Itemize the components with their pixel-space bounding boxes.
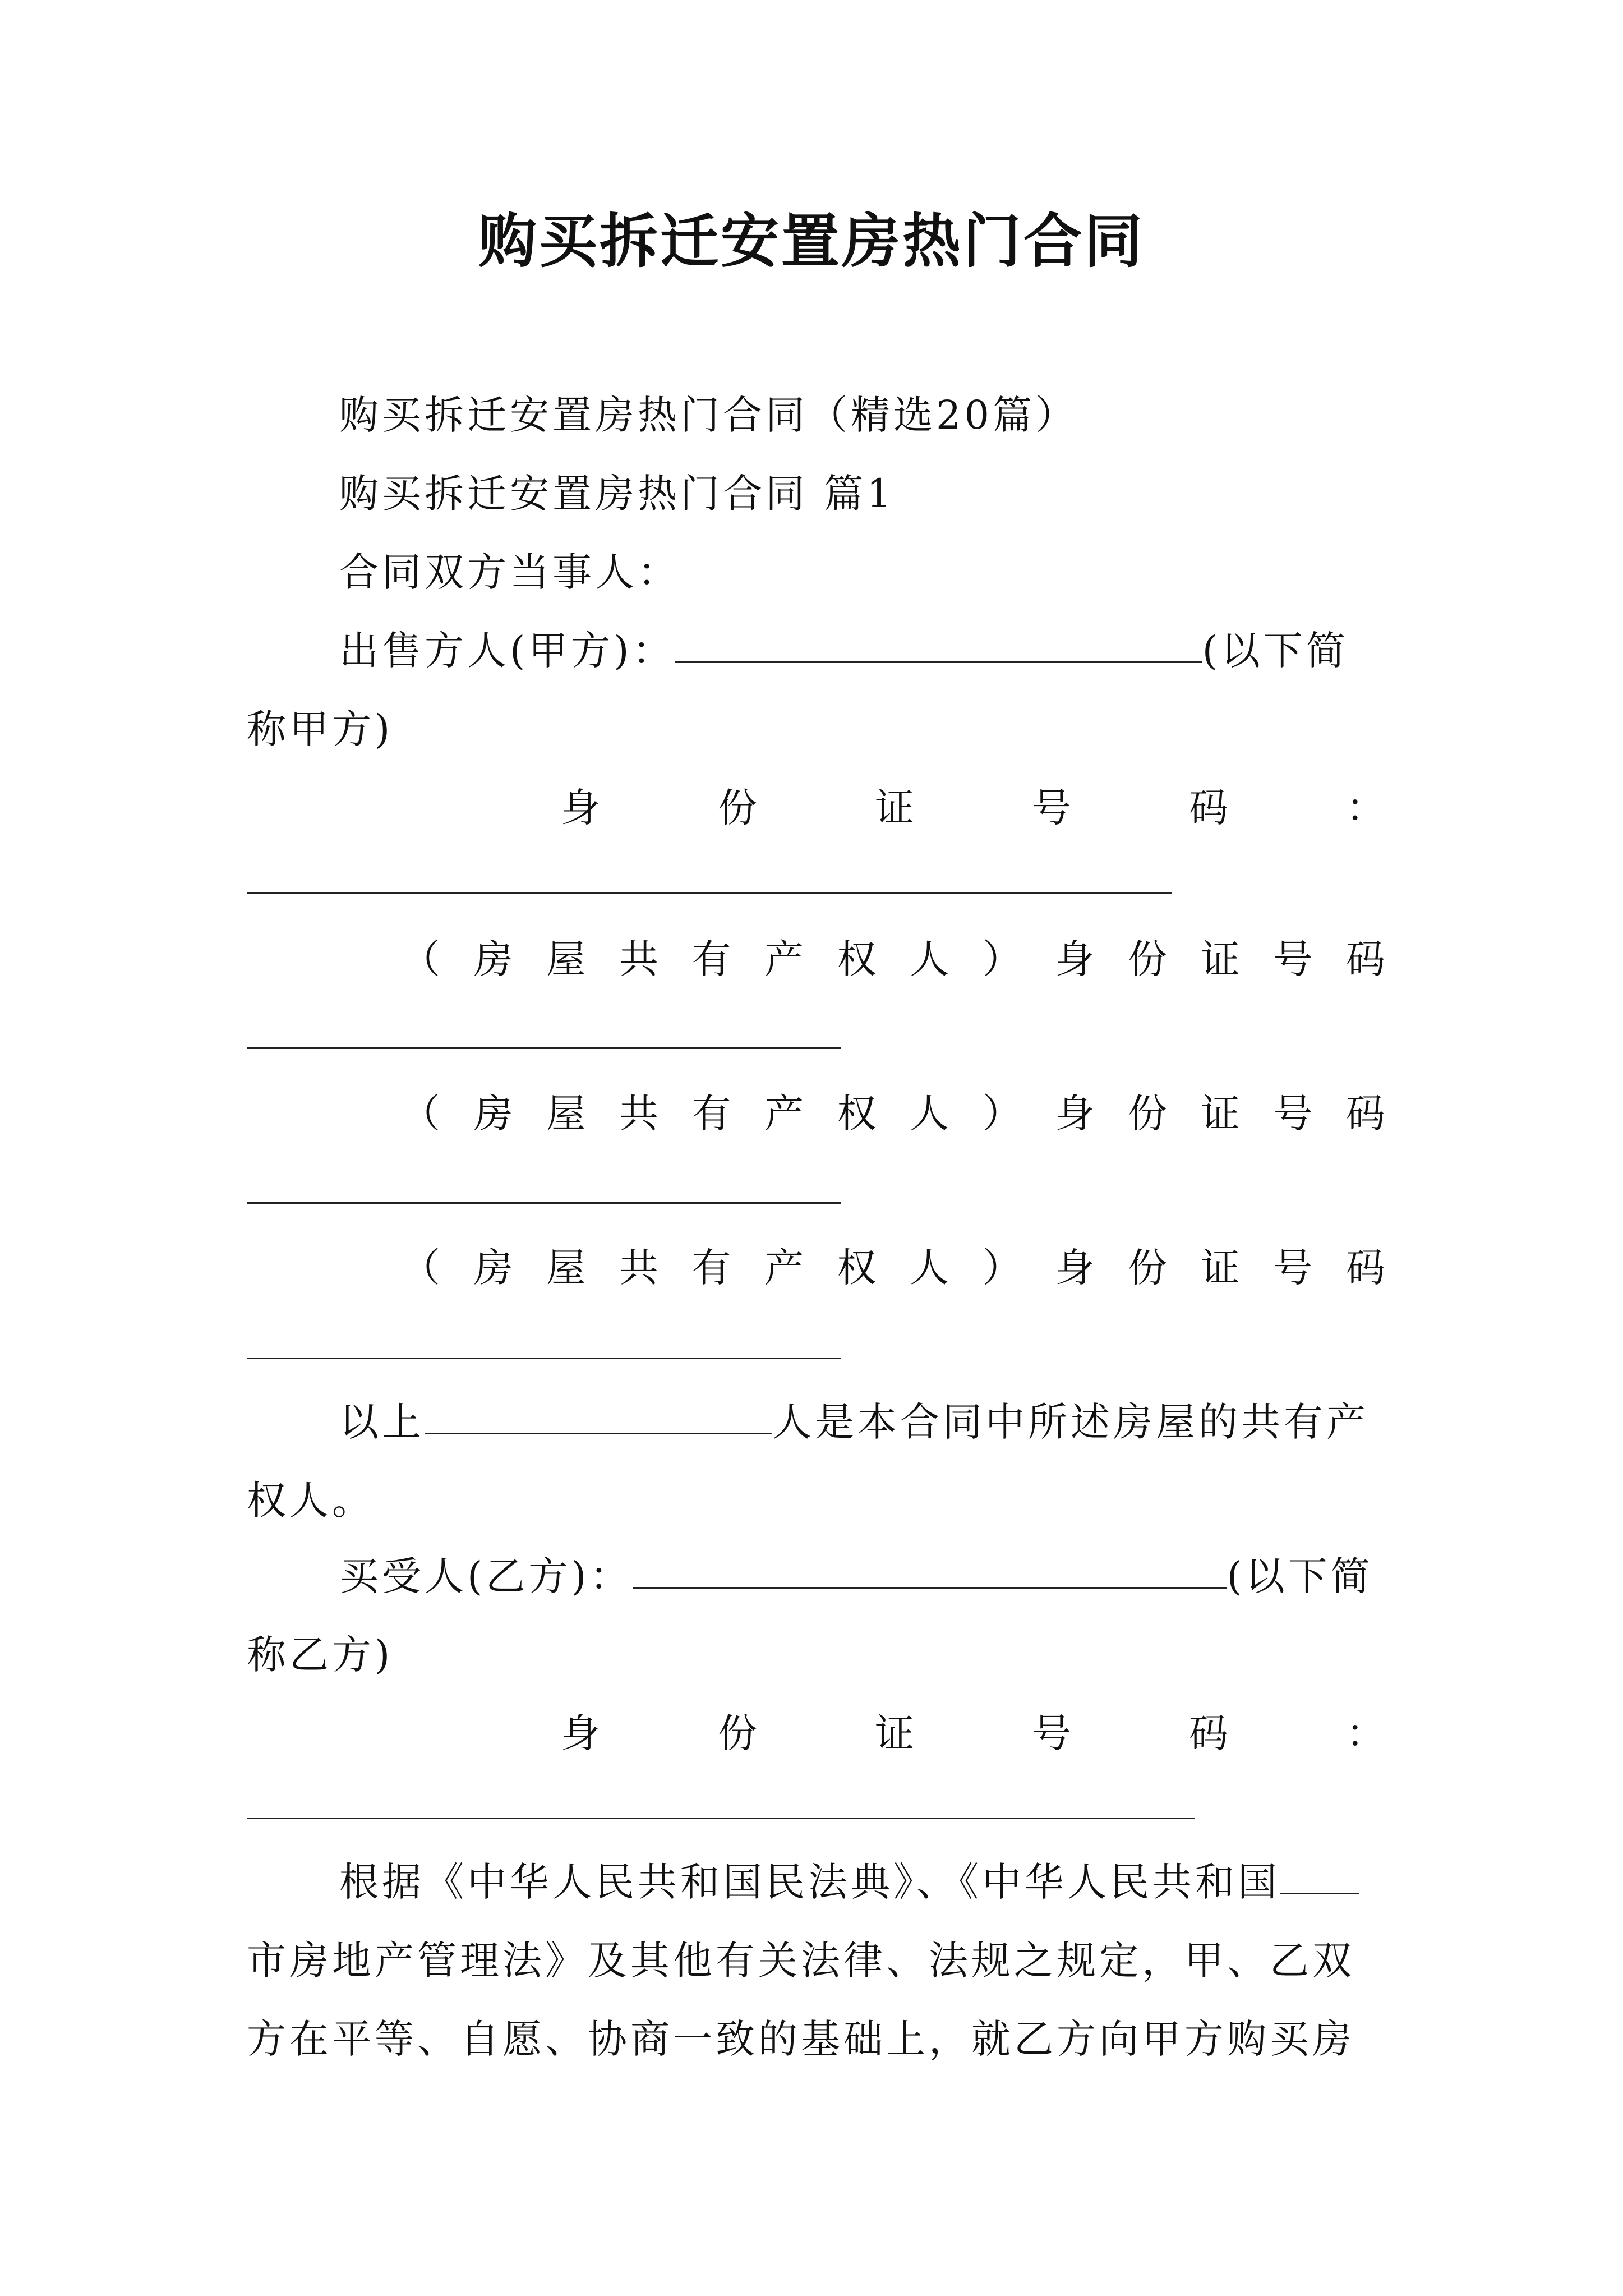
above-cont: 权人。: [247, 1478, 375, 1524]
spread-char: ）: [982, 1245, 1022, 1291]
above-suffix: 人是本合同中所述房屋的共有产: [772, 1399, 1369, 1445]
subtitle: 购买拆迁安置房热门合同（精选20篇）: [339, 392, 1078, 438]
spread-char: 份: [1128, 1091, 1168, 1137]
spread-char: （: [401, 1245, 440, 1291]
spread-char: 份: [1128, 1245, 1168, 1291]
coowner-id-label-1: [401, 920, 1385, 999]
basis-line-2: 市房地产管理法》及其他有关法律、法规之规定，甲、乙双: [247, 1938, 1355, 1984]
spread-char: 身: [1055, 1091, 1095, 1137]
spread-char: 号: [1032, 1710, 1071, 1756]
spread-char: 人: [910, 936, 949, 982]
chapter-heading: 购买拆迁安置房热门合同 篇1: [339, 471, 895, 517]
spread-char: 号: [1273, 1091, 1313, 1137]
spread-char: 共: [619, 936, 658, 982]
spread-char: ）: [982, 1091, 1022, 1137]
spread-char: ：: [1346, 1710, 1385, 1756]
spread-char: 房: [473, 1245, 513, 1291]
spread-char: 证: [1200, 936, 1240, 982]
coowner-id-blank-1: [247, 1047, 841, 1049]
spread-char: 码: [1189, 785, 1228, 831]
spread-char: 产: [764, 936, 804, 982]
seller-suffix: (以下简: [1202, 628, 1349, 674]
spread-char: 份: [1128, 936, 1168, 982]
spread-char: （: [401, 1091, 440, 1137]
spread-char: 码: [1345, 936, 1385, 982]
buyer-suffix-cont: 称乙方): [247, 1632, 394, 1678]
spread-char: ：: [1346, 785, 1385, 831]
seller-id-blank: [247, 892, 1172, 894]
spread-char: 号: [1273, 936, 1313, 982]
spread-char: 证: [1200, 1091, 1240, 1137]
spread-char: 房: [473, 936, 513, 982]
buyer-suffix: (以下简: [1227, 1553, 1373, 1599]
coowner-id-blank-3: [247, 1358, 841, 1359]
spread-char: 产: [764, 1091, 804, 1137]
spread-char: 有: [691, 936, 731, 982]
spread-char: 号: [1032, 785, 1071, 831]
coowner-count-blank: [425, 1393, 772, 1434]
spread-char: 号: [1273, 1245, 1313, 1291]
spread-char: 权: [837, 1245, 877, 1291]
spread-char: 码: [1345, 1091, 1385, 1137]
buyer-line: [247, 1537, 1385, 1616]
spread-char: 有: [691, 1091, 731, 1137]
spread-char: 人: [910, 1091, 949, 1137]
spread-char: 身: [561, 785, 600, 831]
coowner-id-label-2: [401, 1074, 1385, 1153]
spread-char: 人: [910, 1245, 949, 1291]
spread-char: 份: [718, 785, 757, 831]
spread-char: 证: [875, 1710, 914, 1756]
buyer-name-blank: [633, 1548, 1227, 1589]
spread-char: 共: [619, 1245, 658, 1291]
spread-char: 有: [691, 1245, 731, 1291]
spread-char: （: [401, 936, 440, 982]
coowner-id-blank-2: [247, 1202, 841, 1204]
coowner-statement: [247, 1383, 1385, 1461]
spread-char: 份: [718, 1710, 757, 1756]
spread-char: 证: [1200, 1245, 1240, 1291]
parties-heading: 合同双方当事人：: [339, 549, 680, 595]
buyer-id-blank: [247, 1818, 1195, 1819]
spread-char: 房: [473, 1091, 513, 1137]
document-title: 购买拆迁安置房热门合同: [478, 206, 1145, 275]
buyer-id-label: [561, 1694, 1385, 1773]
spread-char: 身: [1055, 936, 1095, 982]
spread-char: 产: [764, 1245, 804, 1291]
spread-char: 码: [1189, 1710, 1228, 1756]
basis-text-1: 根据《中华人民共和国民法典》、《中华人民共和国: [339, 1859, 1280, 1905]
seller-suffix-cont: 称甲方): [247, 706, 394, 752]
spread-char: 权: [837, 1091, 877, 1137]
spread-char: ）: [982, 936, 1022, 982]
coowner-id-label-3: [401, 1228, 1385, 1307]
seller-line: [247, 611, 1385, 690]
spread-char: 码: [1345, 1245, 1385, 1291]
spread-char: 屋: [546, 1091, 586, 1137]
above-prefix: 以上: [339, 1399, 425, 1445]
city-blank: [1280, 1853, 1359, 1894]
basis-line-3: 方在平等、自愿、协商一致的基础上，就乙方向甲方购买房: [247, 2016, 1355, 2062]
buyer-label: 买受人(乙方)：: [339, 1553, 633, 1599]
basis-line-1: [247, 1843, 1385, 1921]
seller-name-blank: [675, 622, 1202, 663]
seller-label: 出售方人(甲方)：: [339, 628, 675, 674]
spread-char: 权: [837, 936, 877, 982]
spread-char: 屋: [546, 1245, 586, 1291]
spread-char: 身: [561, 1710, 600, 1756]
spread-char: 屋: [546, 936, 586, 982]
spread-char: 共: [619, 1091, 658, 1137]
spread-char: 身: [1055, 1245, 1095, 1291]
seller-id-label: [561, 769, 1385, 847]
spread-char: 证: [875, 785, 914, 831]
